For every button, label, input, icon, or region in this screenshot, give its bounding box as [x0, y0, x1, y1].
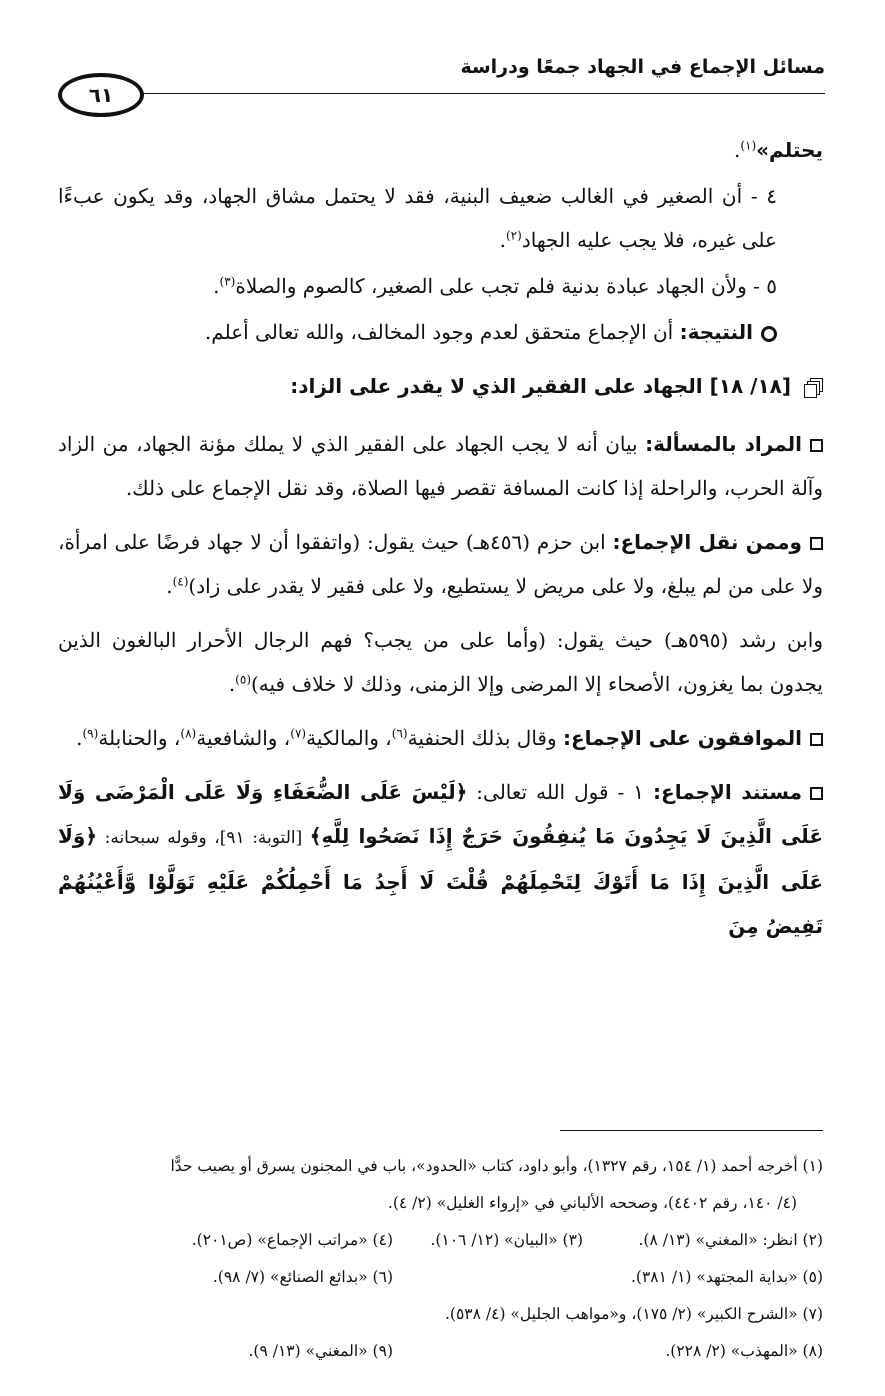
- footnote-ref-1[interactable]: (١): [740, 138, 757, 153]
- muwafiq-label: الموافقون على الإجماع:: [563, 726, 802, 750]
- footnote-1: (١) أخرجه أحمد (١/ ١٥٤، رقم ١٣٢٧)، وأبو داود، كتاب «الحدود»، باب في المجنون يسرق أو يصيب حدًّا: [170, 1157, 823, 1175]
- circle-bullet-icon: [761, 326, 777, 342]
- footnote-ref-3[interactable]: (٣): [219, 274, 236, 289]
- naql-label: وممن نقل الإجماع:: [612, 530, 802, 554]
- footnotes: [58, 1148, 823, 1370]
- footnote-ref-4[interactable]: (٤): [172, 574, 189, 589]
- footnote-5: (٥) «بداية المجتهد» (١/ ٣٨١).: [630, 1268, 823, 1286]
- footnote-separator: [560, 1130, 823, 1131]
- footnote-row: [58, 1222, 823, 1259]
- square-bullet-icon: [810, 537, 823, 550]
- footnote-ref-5[interactable]: (٥): [235, 672, 251, 687]
- footnote-6: (٦) «بدائع الصنائع» (٧/ ٩٨).: [212, 1268, 393, 1286]
- stacked-pages-icon: [803, 378, 823, 398]
- paragraph-ibn-rushd: وابن رشد (٥٩٥هـ) حيث يقول: (وأما على من يجب؟ فهم الرجال الأحرار البالغون الذين يجدون بما يغزون، الأصحاء إلا المرضى وإلا الزمنى، وذلك لا خلاف فيه)$^{(٥)}$.: [58, 628, 824, 696]
- paragraph-mustanad: مستند الإجماع: ١ - قول الله تعالى: ﴿لَيْسَ عَلَى الضُّعَفَاءِ وَلَا عَلَى الْمَرْضَى وَلَا عَلَى الَّذِينَ لَا يَجِدُونَ مَا يُنفِقُونَ حَرَجٌ إِذَا نَصَحُوا لِلَّهِ﴾ [التوبة: ٩١]، وقوله سبحانه: ﴿وَلَا عَلَى الَّذِينَ إِذَا مَا أَتَوْكَ لِتَحْمِلَهُمْ قُلْتَ لَا أَجِدُ مَا أَحْمِلُكُمْ عَلَيْهِ تَوَلَّوْا وَّأَعْيُنُهُمْ تَفِيضُ مِنَ: [58, 780, 824, 938]
- quran-verse-1: ﴿لَيْسَ عَلَى الضُّعَفَاءِ وَلَا عَلَى الْمَرْضَى وَلَا عَلَى الَّذِينَ لَا يَجِدُونَ مَا يُنفِقُونَ حَرَجٌ إِذَا نَصَحُوا لِلَّهِ﴾: [58, 780, 824, 848]
- verse-citation: [التوبة: ٩١]، وقوله سبحانه:: [97, 828, 310, 848]
- footnote-3: (٣) «البيان» (١٢/ ١٠٦).: [430, 1231, 583, 1249]
- murad-label: المراد بالمسألة:: [645, 432, 802, 456]
- quran-verse-2: ﴿وَلَا عَلَى الَّذِينَ إِذَا مَا أَتَوْكَ لِتَحْمِلَهُمْ قُلْتَ لَا أَجِدُ مَا أَحْمِلُكُمْ عَلَيْهِ تَوَلَّوْا وَّأَعْيُنُهُمْ تَفِيضُ مِنَ: [58, 824, 823, 938]
- square-bullet-icon: [810, 439, 823, 452]
- footnote-ref-9[interactable]: (٩): [82, 726, 99, 741]
- footnote-ref-7[interactable]: (٧): [290, 726, 307, 741]
- paragraph-result: النتيجة: أن الإجماع متحقق لعدم وجود المخالف، والله تعالى أعلم.: [58, 310, 823, 354]
- footnote-ref-8[interactable]: (٨): [180, 726, 197, 741]
- page-number: ٦١: [88, 83, 114, 107]
- paragraph-point-5: ٥ - ولأن الجهاد عبادة بدنية فلم تجب على الصغير، كالصوم والصلاة$^{(٣)}$.: [213, 274, 777, 298]
- section-heading: [١٨/ ١٨] الجهاد على الفقير الذي لا يقدر على الزاد:: [58, 364, 823, 408]
- main-text: [58, 128, 823, 958]
- quote-end-text: يحتلم»: [756, 138, 823, 162]
- footnote-7: (٧) «الشرح الكبير» (٢/ ١٧٥)، و«مواهب الجليل» (٤/ ٥٣٨).: [445, 1305, 823, 1323]
- square-bullet-icon: [810, 787, 823, 800]
- footnote-1-continued: (٤/ ١٤٠، رقم ٤٤٠٢)، وصححه الألباني في «إرواء الغليل» (٢/ ٤).: [387, 1194, 797, 1212]
- footnote-ref-2[interactable]: (٢): [505, 228, 522, 243]
- page-number-badge: [58, 73, 144, 117]
- paragraph-point-4: ٤ - أن الصغير في الغالب ضعيف البنية، فقد لا يحتمل مشاق الجهاد، وقد يكون عبءًا على غيره، فلا يجب عليه الجهاد$^{(٢)}$.: [58, 184, 777, 252]
- footnote-ref-6[interactable]: (٦): [391, 726, 408, 741]
- running-header-title: مسائل الإجماع في الجهاد جمعًا ودراسة: [460, 56, 825, 78]
- footnote-2: (٢) انظر: «المغني» (١٣/ ٨).: [638, 1231, 823, 1249]
- result-label: النتيجة:: [679, 320, 753, 344]
- footnote-row: [58, 1259, 823, 1296]
- paragraph-quote-end: يحتلم»$^{(١)}$.: [733, 138, 823, 162]
- square-bullet-icon: [810, 733, 823, 746]
- mustanad-label: مستند الإجماع:: [653, 780, 802, 804]
- footnote-9: (٩) «المغني» (١٣/ ٩).: [248, 1342, 393, 1360]
- footnote-row: [58, 1333, 823, 1370]
- footnote-8: (٨) «المهذب» (٢/ ٢٢٨).: [665, 1342, 823, 1360]
- paragraph-murad: المراد بالمسألة: بيان أنه لا يجب الجهاد على الفقير الذي لا يملك مؤنة الجهاد، من الزاد وآلة الحرب، والراحلة إذا كانت المسافة تقصر فيها الصلاة، وقد نقل الإجماع على ذلك.: [58, 432, 823, 500]
- footnote-4: (٤) «مراتب الإجماع» (ص٢٠١).: [191, 1231, 393, 1249]
- paragraph-naql: وممن نقل الإجماع: ابن حزم (٤٥٦هـ) حيث يقول: (واتفقوا أن لا جهاد فرضًا على امرأة، ولا على من لم يبلغ، ولا على مريض لا يستطيع، ولا على فقير لا يقدر على زاد)$^{(٤)}$.: [58, 530, 823, 598]
- paragraph-muwafiqun: الموافقون على الإجماع: وقال بذلك الحنفية$^{(٦)}$، والمالكية$^{(٧)}$، والشافعية$^{(٨)}$، والحنابلة$^{(٩)}$.: [58, 716, 823, 760]
- header-rule: [140, 93, 825, 94]
